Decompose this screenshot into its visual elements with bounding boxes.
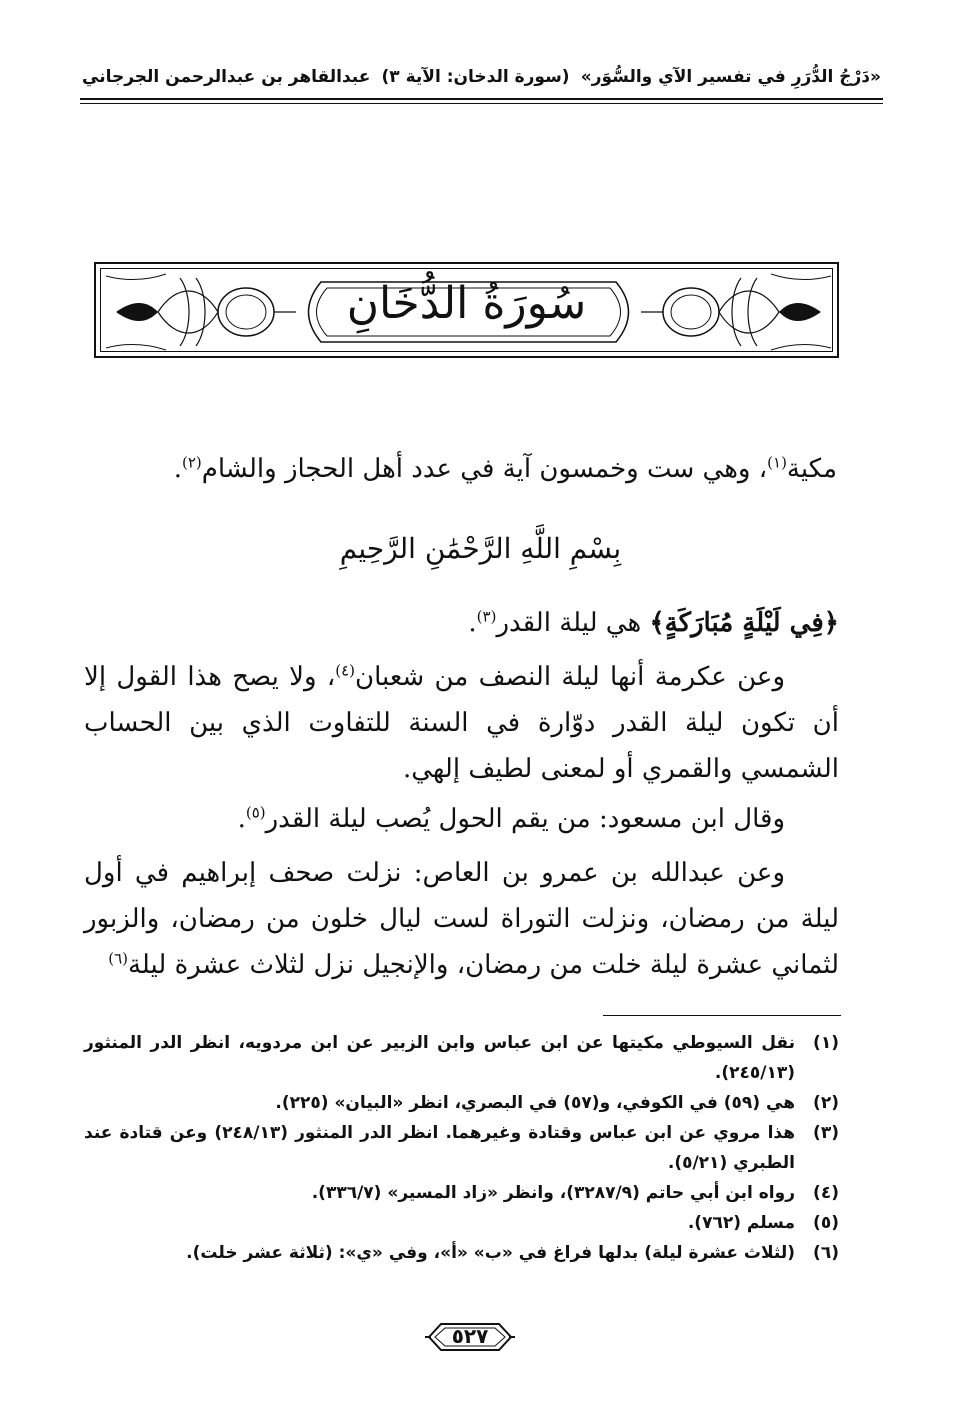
page-number: ٥٢٧	[451, 1324, 489, 1348]
intro-text-3: .	[173, 454, 182, 484]
page-number-ornament	[425, 1318, 515, 1356]
paragraph-abdullah-ibn-amr	[84, 850, 839, 988]
paragraph-abdullah-text: وعن عبدالله بن عمرو بن العاص: نزلت صحف إبراهيم في أول ليلة من رمضان، ونزلت التوراة لست ليال خلون من رمضان، والزبور لثماني عشرة ليلة خلت من رمضان، والإنجيل نزل لثلاث عشرة ليلة	[84, 858, 839, 980]
quran-verse: ﴿فِي لَيْلَةٍ مُبَارَكَةٍ﴾	[649, 608, 839, 638]
footnote-number: (١)	[813, 1033, 839, 1053]
footnotes	[84, 1028, 839, 1268]
footnote-ref-3: (٣)	[476, 607, 497, 626]
footnote	[84, 1028, 839, 1088]
header-surah-reference: (سورة الدخان: الآية ٣)	[381, 67, 570, 87]
paragraph-ikrimah	[84, 654, 839, 792]
paragraph-ibn-masud	[84, 796, 839, 842]
footnote-number: (٦)	[813, 1243, 839, 1263]
footnote	[84, 1088, 839, 1118]
footnote	[84, 1118, 839, 1178]
footnote	[84, 1178, 839, 1208]
surah-intro	[120, 446, 837, 492]
footnote	[84, 1208, 839, 1238]
header-rule	[80, 98, 883, 100]
header-book-title: «دَرْجُ الدُّرَرِ في تفسير الآي والسُّوَر»	[580, 67, 881, 87]
intro-text-1: مكية	[786, 454, 837, 484]
paragraph-ikrimah-text-b: ، ولا يصح هذا القول إلا أن تكون ليلة القدر دوّارة في السنة للتفاوت الذي بين الحساب الشمسي والقمري أو لمعنى لطيف إلهي.	[84, 662, 839, 784]
footnote-text: رواه ابن أبي حاتم (٣٢٨٧/٩)، وانظر «زاد المسير» (٣٣٦/٧).	[311, 1183, 795, 1203]
footnote-text: (لثلاث عشرة ليلة) بدلها فراغ في «ب» «أ»، وفي «ي»: (ثلاثة عشر خلت).	[186, 1243, 795, 1263]
footnote-number: (٢)	[813, 1093, 839, 1113]
footnote-ref-6: (٦)	[108, 949, 128, 968]
footnote-text: مسلم (٧٦٢).	[687, 1213, 795, 1233]
surah-title: سُورَةُ الدُّخَانِ	[346, 278, 587, 329]
paragraph-ibn-masud-text-b: .	[237, 804, 246, 834]
header-author: عبدالقاهر بن عبدالرحمن الجرجاني	[82, 67, 371, 87]
verse-paragraph	[84, 600, 839, 646]
footnote-text: هي (٥٩) في الكوفي، و(٥٧) في البصري، انظر «البيان» (٢٢٥).	[275, 1093, 795, 1113]
footnote-number: (٥)	[813, 1213, 839, 1233]
paragraph-ikrimah-text-a: وعن عكرمة أنها ليلة النصف من شعبان	[355, 662, 785, 692]
footnote-number: (٣)	[813, 1123, 839, 1143]
surah-title-banner	[94, 262, 839, 358]
verse-end: .	[468, 608, 477, 638]
footnote	[84, 1238, 839, 1268]
footnote-text: نقل السيوطي مكيتها عن ابن عباس وابن الزبير عن ابن مردويه، انظر الدر المنثور (٢٤٥/١٣).	[84, 1033, 795, 1083]
basmala: بِسْمِ اللَّهِ الرَّحْمَٰنِ الرَّحِيمِ	[339, 532, 622, 565]
footnote-number: (٤)	[813, 1183, 839, 1203]
intro-text-2: ، وهي ست وخمسون آية في عدد أهل الحجاز والشام	[201, 454, 768, 484]
verse-comment: هي ليلة القدر	[496, 608, 650, 638]
footnote-text: هذا مروي عن ابن عباس وقتادة وغيرهما. انظر الدر المنثور (٢٤٨/١٣) وعن قتادة عند الطبري (٥/٢١).	[84, 1123, 796, 1173]
footnote-ref-1: (١)	[767, 453, 787, 472]
footnote-ref-2: (٢)	[181, 453, 202, 472]
running-header	[82, 62, 881, 92]
footnote-separator	[603, 1015, 841, 1016]
footnote-ref-5: (٥)	[245, 803, 266, 822]
paragraph-ibn-masud-text-a: وقال ابن مسعود: من يقم الحول يُصب ليلة القدر	[265, 804, 785, 834]
header-rule-thin	[80, 103, 883, 104]
footnote-ref-4: (٤)	[335, 661, 356, 680]
